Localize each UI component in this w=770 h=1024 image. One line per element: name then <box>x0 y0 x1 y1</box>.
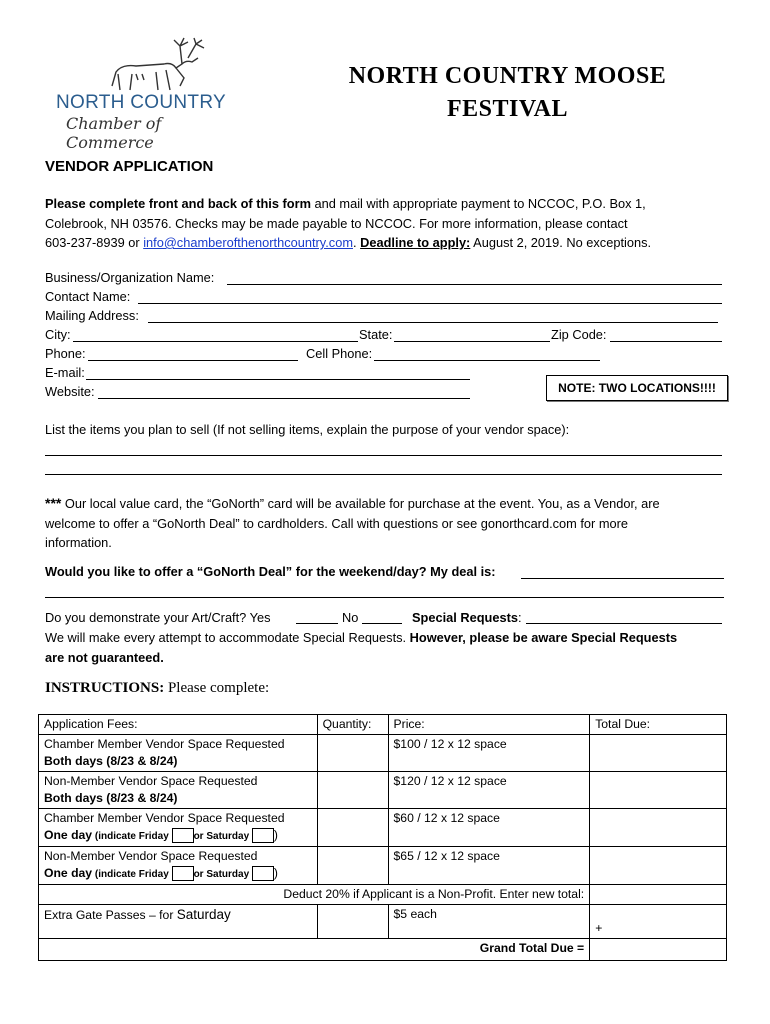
quantity-input[interactable] <box>317 809 388 847</box>
saturday-label: or Saturday <box>193 869 252 880</box>
page-title <box>320 60 695 126</box>
fees-table <box>38 714 727 961</box>
business-input[interactable] <box>227 284 722 285</box>
intro-dot: . <box>352 235 361 250</box>
fee-desc: Chamber Member Vendor Space Requested <box>44 737 285 751</box>
grand-total-row <box>39 939 727 961</box>
deal-input[interactable] <box>521 578 724 579</box>
state-label: State: <box>359 327 393 342</box>
instructions-text: Please complete: <box>164 680 270 696</box>
contact-label: Contact Name: <box>45 289 131 304</box>
gate-quantity-input[interactable] <box>317 905 388 939</box>
gate-price: $5 each <box>388 905 590 939</box>
table-row <box>39 809 727 847</box>
city-input[interactable] <box>73 341 358 342</box>
fee-sub: Both days (8/23 & 8/24) <box>44 754 178 768</box>
friday-checkbox[interactable] <box>172 866 194 881</box>
table-row <box>39 735 727 772</box>
city-label: City: <box>45 327 71 342</box>
total-input[interactable] <box>590 809 727 847</box>
title-line-2: FESTIVAL <box>447 96 568 122</box>
instructions-label: INSTRUCTIONS: <box>45 680 165 696</box>
fee-sub-bold: One day <box>44 866 93 880</box>
contact-input[interactable] <box>138 303 722 304</box>
total-input[interactable] <box>590 847 727 885</box>
deadline-text: August 2, 2019. No exceptions. <box>470 235 652 250</box>
zip-label: Zip Code: <box>551 327 607 342</box>
gonorth-stars: *** <box>45 495 62 511</box>
total-input[interactable] <box>590 772 727 809</box>
gonorth-line-2: welcome to offer a “GoNorth Deal” to cardholders. Call with questions or see gonorthcard.com for more <box>45 515 628 531</box>
title-line-1: NORTH COUNTRY MOOSE <box>348 63 667 89</box>
special-requests-label: Special Requests <box>412 610 518 625</box>
intro-line-2: Colebrook, NH 03576. Checks may be made payable to NCCOC. For more information, please contact <box>45 215 628 231</box>
table-header-row <box>39 715 727 735</box>
intro-paragraph <box>45 194 735 253</box>
special-requests <box>412 610 522 629</box>
website-label: Website: <box>45 384 95 399</box>
special-note-text: We will make every attempt to accommodate Special Requests. <box>45 630 410 645</box>
phone-input[interactable] <box>88 360 298 361</box>
demo-question <box>45 610 271 629</box>
table-row <box>39 772 727 809</box>
grand-total-input[interactable] <box>590 939 727 961</box>
gonorth-line-3: information. <box>45 535 112 550</box>
phone-label: Phone: <box>45 346 86 361</box>
price-cell: $65 / 12 x 12 space <box>388 847 590 885</box>
price-cell: $100 / 12 x 12 space <box>388 735 590 772</box>
fee-desc-cell <box>39 772 318 809</box>
gate-row <box>39 905 727 939</box>
gate-desc-text: Extra Gate Passes – for <box>44 908 177 922</box>
business-label: Business/Organization Name: <box>45 270 215 285</box>
fee-desc: Non-Member Vendor Space Requested <box>44 849 258 863</box>
email-input[interactable] <box>86 379 470 380</box>
demo-no-label: No <box>342 610 359 625</box>
gate-desc <box>39 905 318 939</box>
fee-sub: Both days (8/23 & 8/24) <box>44 791 178 805</box>
logo-text: NORTH COUNTRY <box>56 92 226 113</box>
deadline-label: Deadline to apply: <box>360 235 471 250</box>
intro-phone: 603-237-8939 or <box>45 235 144 250</box>
deduct-row <box>39 885 727 905</box>
header-quantity: Quantity: <box>317 715 388 735</box>
gonorth-paragraph <box>45 494 735 553</box>
fee-desc-cell <box>39 809 318 847</box>
deal-input-line-2[interactable] <box>45 597 724 598</box>
gonorth-question: Would you like to offer a “GoNorth Deal” for the weekend/day? My deal is: <box>45 564 496 579</box>
special-note <box>45 628 735 667</box>
header-total: Total Due: <box>590 715 727 735</box>
form-subtitle: VENDOR APPLICATION <box>45 158 214 175</box>
quantity-input[interactable] <box>317 735 388 772</box>
deduct-total-input[interactable] <box>590 885 727 905</box>
price-cell: $60 / 12 x 12 space <box>388 809 590 847</box>
demo-no-input[interactable] <box>362 623 402 624</box>
header-fees: Application Fees: <box>39 715 318 735</box>
state-input[interactable] <box>394 341 550 342</box>
friday-label: (indicate Friday <box>92 831 172 842</box>
note-box: NOTE: TWO LOCATIONS!!!! <box>546 375 728 401</box>
fee-desc-cell <box>39 735 318 772</box>
special-colon: : <box>517 610 522 625</box>
quantity-input[interactable] <box>317 847 388 885</box>
instructions <box>45 680 269 697</box>
friday-label: (indicate Friday <box>92 869 172 880</box>
saturday-checkbox[interactable] <box>252 866 274 881</box>
header-price: Price: <box>388 715 590 735</box>
intro-text: and mail with appropriate payment to NCCOC, P.O. Box 1, <box>310 196 646 211</box>
deduct-label: Deduct 20% if Applicant is a Non-Profit. Enter new total: <box>39 885 590 905</box>
grand-total-label: Grand Total Due = <box>39 939 590 961</box>
cell-label: Cell Phone: <box>306 346 373 361</box>
items-input-line-2[interactable] <box>45 474 722 475</box>
special-requests-input[interactable] <box>526 623 722 624</box>
zip-input[interactable] <box>610 341 722 342</box>
intro-bold: Please complete front and back of this form <box>45 196 311 211</box>
logo-subtext: Chamber of Commerce <box>66 114 162 152</box>
website-input[interactable] <box>98 398 470 399</box>
quantity-input[interactable] <box>317 772 388 809</box>
email-label: E-mail: <box>45 365 85 380</box>
email-link[interactable]: info@chamberofthenorthcountry.com <box>143 235 353 250</box>
total-input[interactable] <box>590 735 727 772</box>
fee-sub-bold: One day <box>44 828 93 842</box>
saturday-checkbox[interactable] <box>252 828 274 843</box>
friday-checkbox[interactable] <box>172 828 194 843</box>
special-note-bold: However, please be aware Special Requests <box>409 630 678 645</box>
items-input-line-1[interactable] <box>45 455 722 456</box>
mailing-label: Mailing Address: <box>45 308 139 323</box>
chamber-logo <box>52 34 252 152</box>
gate-desc-day: Saturday <box>176 907 231 922</box>
demo-yes-input[interactable] <box>296 623 338 624</box>
paren-close: ) <box>273 828 278 842</box>
gonorth-line-1: Our local value card, the “GoNorth” card will be available for purchase at the event. You, as a Vendor, are <box>61 496 660 511</box>
fee-desc: Chamber Member Vendor Space Requested <box>44 811 285 825</box>
cell-input[interactable] <box>374 360 600 361</box>
fee-desc: Non-Member Vendor Space Requested <box>44 774 258 788</box>
price-cell: $120 / 12 x 12 space <box>388 772 590 809</box>
saturday-label: or Saturday <box>193 831 252 842</box>
paren-close: ) <box>273 866 278 880</box>
demo-question-text: Do you demonstrate your Art/Craft? Yes <box>45 610 271 625</box>
gate-plus: + <box>590 905 727 939</box>
fee-desc-cell <box>39 847 318 885</box>
table-row <box>39 847 727 885</box>
special-note-bold-2: are not guaranteed. <box>45 649 164 665</box>
items-prompt: List the items you plan to sell (If not selling items, explain the purpose of your vendor space): <box>45 422 570 437</box>
mailing-input[interactable] <box>148 322 718 323</box>
